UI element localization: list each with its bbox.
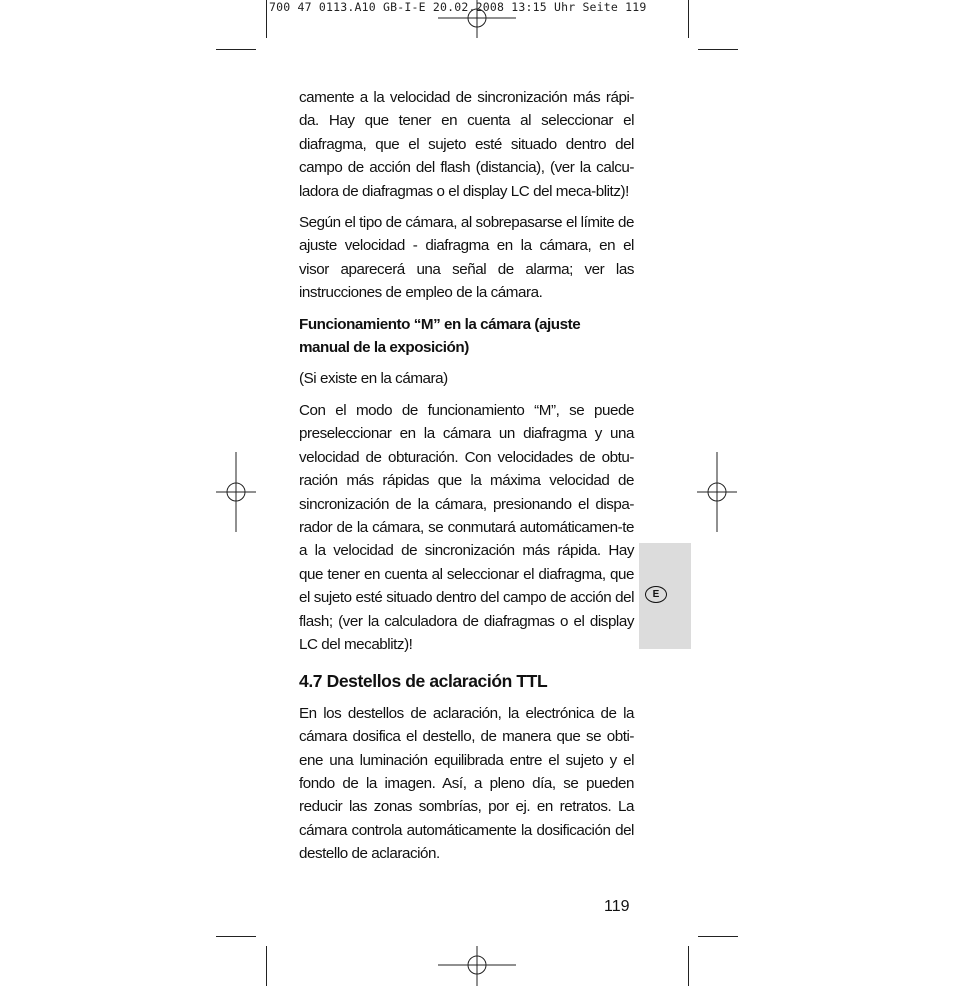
- paragraph: En los destellos de aclaración, la electrónica de la cámara dosifica el destello, de manera que se obti-ene una luminación equilibrada entre el sujeto y el fondo de la imagen. Así, a pleno día, se pueden reducir las zonas sombrías, por ej. en retratos. La cámara controla automáticamente la dosificación del destello de aclaración.: [299, 704, 634, 863]
- registration-mark-icon: [697, 452, 739, 532]
- text-column: [299, 86, 634, 874]
- registration-mark-icon: [438, 944, 518, 986]
- paragraph: camente a la velocidad de sincronización más rápi-da. Hay que tener en cuenta al seleccionar el diafragma, que el sujeto esté situado dentro del campo de acción del flash (distancia), (ver la calcu-ladora de diafragmas o el display LC del meca-blitz)!: [299, 89, 634, 200]
- paragraph: Según el tipo de cámara, al sobrepasarse el límite de ajuste velocidad - diafragma en la cámara, en el visor aparecerá una señal de alarma; ver las instrucciones de empleo de la cámara.: [299, 214, 634, 302]
- crop-mark: [266, 946, 267, 986]
- paragraph: Con el modo de funcionamiento “M”, se puede preseleccionar en la cámara un diafragma y una velocidad de obturación. Con velocidades de obtu-ración más rápidas que la máxima velocidad de sincronización de la cámara, presionando el dispa-rador de la cámara, se conmutará automáticamen-te a la velocidad de sincronización más rápida. Hay que tener en cuenta al seleccionar el diafragma, que el sujeto esté situado dentro del campo de acción del flash; (ver la calculadora de diafragmas o el display LC del mecablitz)!: [299, 401, 634, 653]
- print-slug: 700 47 0113.A10 GB-I-E 20.02.2008 13:15 Uhr Seite 119: [269, 0, 647, 14]
- registration-mark-icon: [438, 0, 518, 40]
- subheading: Funcionamiento “M” en la cámara (ajuste manual de la exposición): [299, 315, 581, 357]
- crop-mark: [216, 936, 256, 937]
- page-number: 119: [604, 898, 630, 915]
- crop-mark: [688, 946, 689, 986]
- crop-mark: [698, 936, 738, 937]
- note: (Si existe en la cámara): [299, 370, 448, 388]
- crop-mark: [698, 49, 738, 50]
- crop-mark: [266, 0, 267, 38]
- registration-mark-icon: [216, 452, 258, 532]
- crop-mark: [216, 49, 256, 50]
- crop-mark: [688, 0, 689, 38]
- section-heading: 4.7 Destellos de aclaración TTL: [299, 671, 548, 692]
- language-tab-label: E: [645, 586, 667, 603]
